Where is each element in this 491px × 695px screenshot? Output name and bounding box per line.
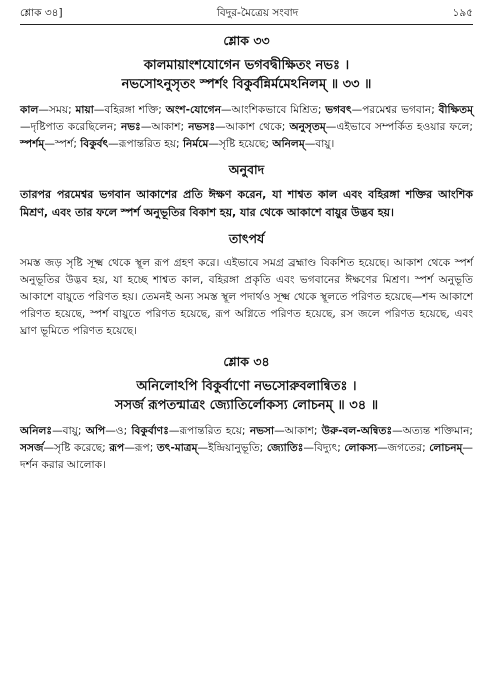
synonym-term: রূপ bbox=[109, 442, 125, 454]
synonym-term: সসর্জ bbox=[20, 442, 44, 454]
synonym-meaning: —রূপান্তরিত হয়; bbox=[108, 138, 183, 150]
synonym-term: নির্মমে bbox=[182, 138, 209, 150]
synonym-term: বিকুর্বৎ bbox=[80, 138, 109, 150]
synonym-meaning: —বহিরঙ্গা শক্তি; bbox=[93, 104, 166, 116]
translation-title: অনুবাদ bbox=[228, 162, 265, 177]
page-number: ১৯৫ bbox=[452, 7, 473, 19]
synonym-meaning: —এইভাবে সম্পর্কিত হওয়ার ফলে; bbox=[325, 121, 474, 133]
synonym-meaning: —দৃষ্টিপাত করেছিলেন; bbox=[20, 121, 121, 133]
synonym-term: অনুসৃতম্ bbox=[289, 121, 326, 133]
synonym-meaning: —সৃষ্টি করেছে; bbox=[43, 442, 110, 454]
synonym-term: বিকুর্বাণঃ bbox=[131, 425, 169, 437]
synonym-meaning: —ইন্দ্রিয়ানুভূতি; bbox=[197, 442, 267, 454]
verse-34-line-1: অনিলোঽপি বিকুর্বাণো নভসোরুবলান্বিতঃ । bbox=[136, 379, 357, 394]
synonym-term: লোচনম্ bbox=[429, 442, 463, 454]
purport-title: তাৎপর্য bbox=[228, 231, 265, 246]
synonym-meaning: —স্পর্শ; bbox=[44, 138, 81, 150]
synonym-meaning: —ও; bbox=[105, 425, 132, 437]
synonym-term: ভগবৎ bbox=[325, 104, 352, 116]
synonym-meaning: —সময়; bbox=[38, 104, 76, 116]
running-header bbox=[20, 6, 473, 22]
synonym-term: নভসঃ bbox=[188, 121, 216, 133]
verse-34-number: শ্লোক ৩৪ bbox=[223, 354, 270, 369]
verse-33-line-2: নভসোঽনুসৃতং স্পর্শং বিকুর্বন্নির্মমেঽনিলম্ ॥ ৩৩ ॥ bbox=[121, 77, 372, 92]
synonym-term: কাল bbox=[20, 104, 39, 116]
synonym-meaning: —অত্যন্ত শক্তিমান; bbox=[392, 425, 473, 437]
synonym-meaning: —আকাশ থেকে; bbox=[215, 121, 290, 133]
synonym-term: অংশ-যোগেন bbox=[165, 104, 222, 116]
synonym-meaning: —আংশিকভাবে মিশ্রিত; bbox=[221, 104, 326, 116]
synonym-meaning: —বায়ু; bbox=[52, 425, 86, 437]
synonym-term: অনিলঃ bbox=[20, 425, 53, 437]
synonym-meaning: —জগতের; bbox=[377, 442, 430, 454]
verse-33-number: শ্লোক ৩৩ bbox=[223, 33, 270, 48]
verse-33-synonyms bbox=[20, 102, 473, 153]
verse-33-line-1: কালমায়াংশযোগেন ভগবদ্বীক্ষিতং নভঃ । bbox=[143, 58, 350, 73]
synonym-term: অনিলম্ bbox=[272, 138, 305, 150]
verse-34-synonyms bbox=[20, 423, 473, 474]
synonym-term: নভসা bbox=[249, 425, 275, 437]
synonym-meaning: —আকাশ; bbox=[140, 121, 189, 133]
synonym-term: জ্যোতিঃ bbox=[266, 442, 304, 454]
translation-text: তারপর পরমেশ্বর ভগবান আকাশের প্রতি ঈক্ষণ করেন, যা শাশ্বত কাল এবং বহিরঙ্গা শক্তির আংশিক মিশ্রণ, এবং তার ফলে স্পর্শ অনুভূতির বিকাশ হয়, যার থেকে আকাশে বায়ুর উদ্ভব হয়। bbox=[20, 188, 473, 219]
synonym-term: তৎ-মাত্রম্ bbox=[156, 442, 198, 454]
synonym-meaning: —বায়ু। bbox=[304, 138, 335, 150]
synonym-term: স্পর্শম্ bbox=[20, 138, 45, 150]
synonym-term: মায়া bbox=[75, 104, 94, 116]
header-chapter-title: বিদুর-মৈত্রেয় সংবাদ bbox=[216, 7, 299, 19]
header-verse-ref: শ্লোক ৩৪] bbox=[20, 7, 63, 19]
synonym-term: বীক্ষিতম্ bbox=[438, 104, 473, 116]
synonym-meaning: —দর্শন করার আলোক। bbox=[20, 442, 474, 471]
synonym-term: অপি bbox=[85, 425, 106, 437]
synonym-meaning: —পরমেশ্বর ভগবান; bbox=[351, 104, 439, 116]
synonym-meaning: —রূপ; bbox=[124, 442, 157, 454]
synonym-meaning: —সৃষ্টি হয়েছে; bbox=[208, 138, 273, 150]
header-rule bbox=[20, 24, 473, 25]
synonym-meaning: —বিদ্যুৎ; bbox=[303, 442, 345, 454]
synonym-meaning: —আকাশ; bbox=[274, 425, 322, 437]
verse-34-line-2: সসর্জ রূপতন্মাত্রং জ্যোতির্লোকস্য লোচনম্ ॥ ৩৪ ॥ bbox=[114, 398, 379, 413]
synonym-term: লোকস্য bbox=[344, 442, 378, 454]
synonym-term: উরু-বল-অন্বিতঃ bbox=[321, 425, 393, 437]
synonym-term: নভঃ bbox=[120, 121, 141, 133]
purport-text: সমস্ত জড় সৃষ্টি সূক্ষ্ম থেকে স্থূল রূপ গ্রহণ করে। এইভাবে সমগ্র ব্রহ্মাণ্ড বিকশিত হয়েছে। আকাশ থেকে স্পর্শ অনুভূতির উদ্ভব হয়, যা হচ্ছে শাশ্বত কাল, বহিরঙ্গা প্রকৃতি এবং ভগবানের ঈক্ষণের মিশ্রণ। স্পর্শ অনুভূতি আকাশে বায়ুতে পরিণত হয়। তেমনই অন্য সমস্ত স্থূল পদার্থও সূক্ষ্ম থেকে স্থূলতে পরিণত হয়েছে—শব্দ আকাশে পরিণত হয়েছে, স্পর্শ বায়ুতে পরিণত হয়েছে, রূপ অগ্নিতে পরিণত হয়েছে, রস জলে পরিণত হয়েছে, এবং ঘ্রাণ ভূমিতে পরিণত হয়েছে। bbox=[20, 257, 473, 337]
synonym-meaning: —রূপান্তরিত হয়ে; bbox=[168, 425, 250, 437]
